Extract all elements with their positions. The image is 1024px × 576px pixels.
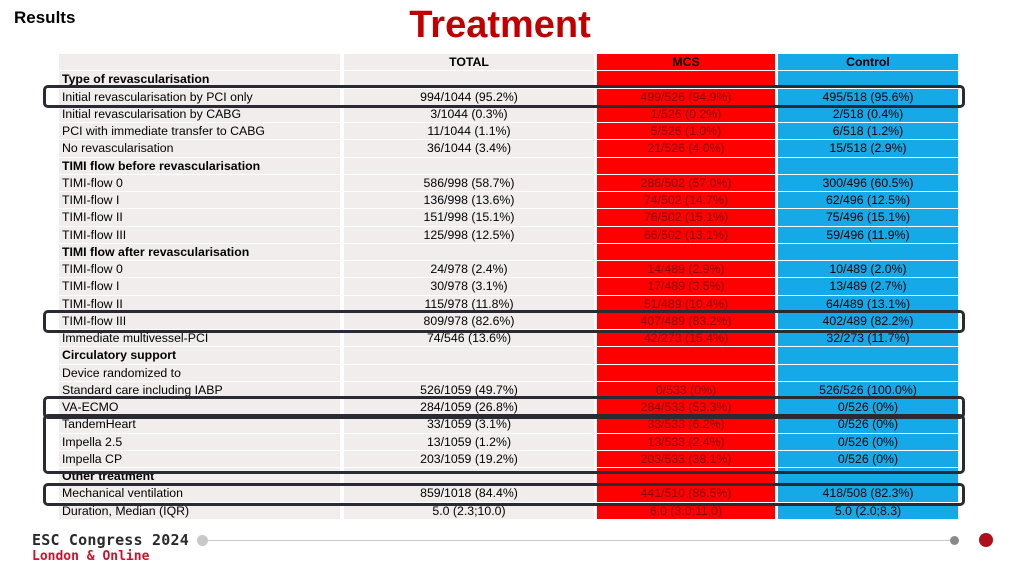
highlight-timi-flow-iii <box>43 310 965 333</box>
congress-name: ESC Congress 2024 <box>32 531 189 549</box>
row-label: Other treatment <box>59 468 340 484</box>
row-label: TIMI flow after revascularisation <box>59 244 340 260</box>
row-label: Type of revascularisation <box>59 71 340 87</box>
header-control: Control <box>778 54 958 70</box>
total-value <box>344 158 594 174</box>
row-label: PCI with immediate transfer to CABG <box>59 123 340 139</box>
footer-divider <box>208 540 950 541</box>
total-value: 994/1044 (95.2%) <box>344 89 594 105</box>
row-label: TIMI-flow 0 <box>59 175 340 191</box>
total-value <box>344 365 594 381</box>
control-value: 75/496 (15.1%) <box>778 209 958 225</box>
control-value: 300/496 (60.5%) <box>778 175 958 191</box>
control-value: 64/489 (13.1%) <box>778 296 958 312</box>
mcs-value: 0/533 (0%) <box>597 382 775 398</box>
control-value: 13/489 (2.7%) <box>778 278 958 294</box>
page-title: Treatment <box>409 4 591 46</box>
control-value: 5.0 (2.0;8.3) <box>778 503 958 519</box>
row-label: TIMI-flow III <box>59 227 340 243</box>
total-value: 526/1059 (49.7%) <box>344 382 594 398</box>
mcs-value: 42/273 (15.4%) <box>597 330 775 346</box>
table-header-row <box>59 54 959 71</box>
footer-small-dot <box>950 536 959 545</box>
total-value: 115/978 (11.8%) <box>344 296 594 312</box>
table-row <box>59 261 959 278</box>
congress-location: London & Online <box>32 549 150 564</box>
mcs-value: 203/533 (38.1%) <box>597 451 775 467</box>
total-value <box>344 244 594 260</box>
control-value: 0/526 (0%) <box>778 434 958 450</box>
row-label: Mechanical ventilation <box>59 485 340 501</box>
control-value: 10/489 (2.0%) <box>778 261 958 277</box>
highlight-mechanical-ventilation <box>43 483 965 506</box>
row-label: TIMI-flow II <box>59 296 340 312</box>
row-label: TIMI-flow 0 <box>59 261 340 277</box>
control-value: 59/496 (11.9%) <box>778 227 958 243</box>
row-label: TIMI-flow III <box>59 313 340 329</box>
table-row <box>59 175 959 192</box>
row-label: Circulatory support <box>59 347 340 363</box>
row-label: TIMI-flow II <box>59 209 340 225</box>
control-value <box>778 347 958 363</box>
mcs-value: 286/502 (57.0%) <box>597 175 775 191</box>
footer-grey-dot <box>197 535 208 546</box>
mcs-value: 51/489 (10.4%) <box>597 296 775 312</box>
control-value <box>778 244 958 260</box>
row-label: Initial revascularisation by PCI only <box>59 89 340 105</box>
table-row <box>59 123 959 140</box>
total-value: 5.0 (2.3;10.0) <box>344 503 594 519</box>
row-label: TIMI flow before revascularisation <box>59 158 340 174</box>
total-value: 136/998 (13.6%) <box>344 192 594 208</box>
mcs-value: 284/533 (53.3%) <box>597 399 775 415</box>
total-value: 3/1044 (0.3%) <box>344 106 594 122</box>
total-value <box>344 347 594 363</box>
table-row <box>59 209 959 226</box>
mcs-value: 5/526 (1.0%) <box>597 123 775 139</box>
total-value: 586/998 (58.7%) <box>344 175 594 191</box>
table-row <box>59 106 959 123</box>
mcs-value <box>597 347 775 363</box>
mcs-value <box>597 158 775 174</box>
table-row <box>59 158 959 175</box>
table-row <box>59 365 959 382</box>
table-row <box>59 347 959 364</box>
table-row <box>59 244 959 261</box>
total-value: 284/1059 (26.8%) <box>344 399 594 415</box>
control-value: 0/526 (0%) <box>778 451 958 467</box>
header-label-cell <box>59 54 340 70</box>
mcs-value: 407/489 (83.2%) <box>597 313 775 329</box>
row-label: Immediate multivessel-PCI <box>59 330 340 346</box>
mcs-value: 1/526 (0.2%) <box>597 106 775 122</box>
control-value: 495/518 (95.6%) <box>778 89 958 105</box>
control-value: 15/518 (2.9%) <box>778 140 958 156</box>
mcs-value: 17/489 (3.5%) <box>597 278 775 294</box>
total-value: 74/546 (13.6%) <box>344 330 594 346</box>
mcs-value: 499/526 (94.9%) <box>597 89 775 105</box>
total-value: 151/998 (15.1%) <box>344 209 594 225</box>
control-value: 0/526 (0%) <box>778 399 958 415</box>
mcs-value: 76/502 (15.1%) <box>597 209 775 225</box>
total-value: 33/1059 (3.1%) <box>344 416 594 432</box>
table-row <box>59 227 959 244</box>
row-label: TIMI-flow I <box>59 192 340 208</box>
row-label: Standard care including IABP <box>59 382 340 398</box>
highlight-pci-only <box>43 85 965 108</box>
control-value: 526/526 (100.0%) <box>778 382 958 398</box>
total-value: 13/1059 (1.2%) <box>344 434 594 450</box>
total-value: 11/1044 (1.1%) <box>344 123 594 139</box>
highlight-impella-tandemheart <box>43 414 965 474</box>
total-value: 859/1018 (84.4%) <box>344 485 594 501</box>
control-value: 418/508 (82.3%) <box>778 485 958 501</box>
total-value: 125/998 (12.5%) <box>344 227 594 243</box>
total-value: 30/978 (3.1%) <box>344 278 594 294</box>
control-value: 32/273 (11.7%) <box>778 330 958 346</box>
control-value: 0/526 (0%) <box>778 416 958 432</box>
mcs-value: 6.0 (3.0;11.0) <box>597 503 775 519</box>
row-label: Initial revascularisation by CABG <box>59 106 340 122</box>
total-value: 36/1044 (3.4%) <box>344 140 594 156</box>
mcs-value: 21/526 (4.0%) <box>597 140 775 156</box>
control-value: 62/496 (12.5%) <box>778 192 958 208</box>
section-label: Results <box>14 8 76 27</box>
row-label: Impella CP <box>59 451 340 467</box>
row-label: VA-ECMO <box>59 399 340 415</box>
row-label: Duration, Median (IQR) <box>59 503 340 519</box>
mcs-value: 441/510 (86.5%) <box>597 485 775 501</box>
table-row <box>59 140 959 157</box>
total-value: 24/978 (2.4%) <box>344 261 594 277</box>
row-label: TIMI-flow I <box>59 278 340 294</box>
total-value: 203/1059 (19.2%) <box>344 451 594 467</box>
mcs-value <box>597 365 775 381</box>
mcs-value: 66/502 (13.1%) <box>597 227 775 243</box>
header-total: TOTAL <box>344 54 594 70</box>
control-value: 2/518 (0.4%) <box>778 106 958 122</box>
control-value <box>778 365 958 381</box>
control-value: 402/489 (82.2%) <box>778 313 958 329</box>
row-label: Device randomized to <box>59 365 340 381</box>
footer-red-dot <box>979 533 993 547</box>
control-value <box>778 158 958 174</box>
mcs-value <box>597 244 775 260</box>
row-label: Impella 2.5 <box>59 434 340 450</box>
row-label: TandemHeart <box>59 416 340 432</box>
table-row <box>59 278 959 295</box>
mcs-value: 74/502 (14.7%) <box>597 192 775 208</box>
row-label: No revascularisation <box>59 140 340 156</box>
table-row <box>59 192 959 209</box>
total-value: 809/978 (82.6%) <box>344 313 594 329</box>
mcs-value: 33/533 (6.2%) <box>597 416 775 432</box>
mcs-value: 14/489 (2.9%) <box>597 261 775 277</box>
control-value: 6/518 (1.2%) <box>778 123 958 139</box>
header-mcs: MCS <box>597 54 775 70</box>
mcs-value: 13/533 (2.4%) <box>597 434 775 450</box>
